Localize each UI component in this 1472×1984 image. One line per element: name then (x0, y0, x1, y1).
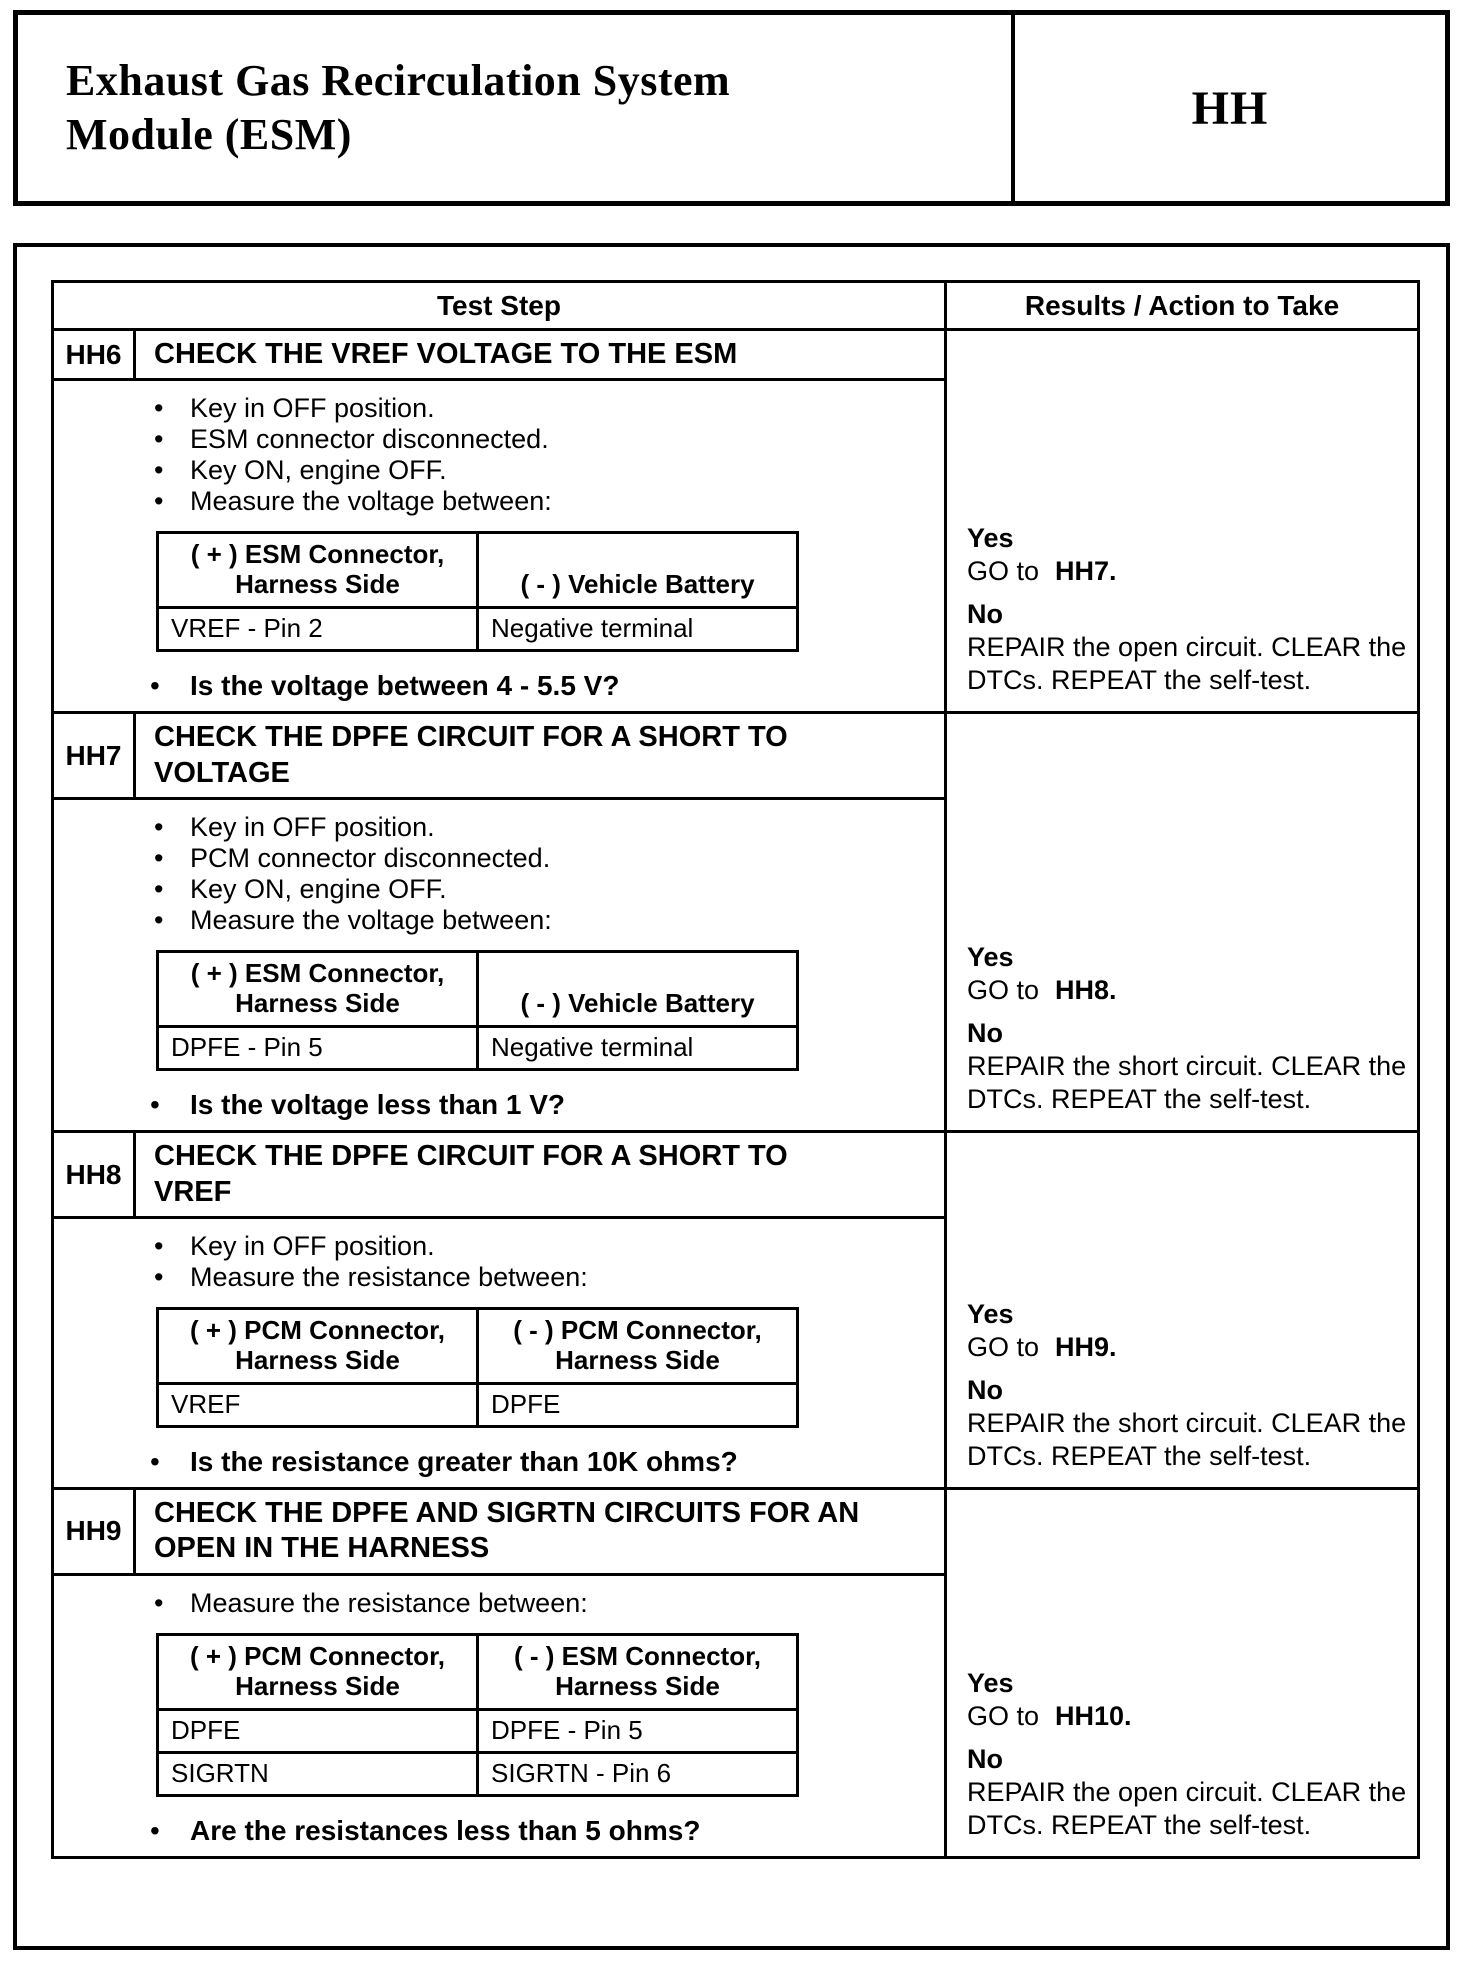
measure-table-positive-header: ( + ) ESM Connector, Harness Side (158, 533, 478, 608)
no-action: REPAIR the short circuit. CLEAR the DTCs. REPEAT the self-test. (967, 1407, 1407, 1471)
bullet-icon: • (154, 874, 164, 905)
measure-table (156, 1307, 799, 1428)
bullet-icon: • (154, 843, 164, 874)
step-row-hh6 (53, 330, 1419, 713)
step-question: • Are the resistances less than 5 ohms? (150, 1814, 701, 1846)
step-row-hh8 (53, 1132, 1419, 1489)
yes-label: Yes (967, 1667, 1014, 1698)
bullet-icon: • (154, 905, 164, 936)
result-cell (946, 1488, 1419, 1857)
step-body (54, 800, 944, 1130)
instruction-bullet: • Key in OFF position. (154, 393, 435, 424)
step-body (54, 1219, 944, 1487)
result-cell (946, 1132, 1419, 1489)
bullet-icon: • (154, 1230, 164, 1261)
measure-table-row (158, 1709, 798, 1752)
goto-target: HH9. (1055, 1331, 1117, 1362)
instruction-bullet: • Key in OFF position. (154, 812, 435, 843)
step-id: HH9 (54, 1490, 136, 1573)
measure-table-cell: VREF - Pin 2 (158, 608, 478, 651)
page-header-title-cell (18, 15, 1015, 201)
step-cell (53, 1488, 946, 1857)
instruction-bullet: • Measure the resistance between: (154, 1587, 588, 1618)
measure-table-negative-header: ( - ) ESM Connector, Harness Side (478, 1634, 798, 1709)
step-row-hh9 (53, 1488, 1419, 1857)
measure-table (156, 1633, 799, 1797)
test-code: HH (1191, 81, 1269, 135)
step-cell (53, 1132, 946, 1489)
yes-action: GO to HH7. (967, 556, 1117, 587)
bullet-icon: • (154, 393, 164, 424)
measure-table-row (158, 1752, 798, 1795)
measure-table-cell: Negative terminal (478, 1027, 798, 1070)
bullet-icon: • (150, 1814, 160, 1846)
measure-table-positive-header: ( + ) ESM Connector, Harness Side (158, 952, 478, 1027)
measure-table-negative-header: ( - ) Vehicle Battery (478, 952, 798, 1027)
step-title: CHECK THE DPFE AND SIGRTN CIRCUITS FOR AN OPEN IN THE HARNESS (154, 1496, 860, 1565)
no-action: REPAIR the short circuit. CLEAR the DTCs. REPEAT the self-test. (967, 1051, 1407, 1115)
measure-table (156, 531, 799, 652)
page-title-line2: Module (ESM) (66, 110, 352, 159)
bullet-icon: • (154, 424, 164, 455)
step-cell (53, 713, 946, 1132)
yes-action: GO to HH10. (967, 1700, 1132, 1731)
step-question: • Is the voltage between 4 - 5.5 V? (150, 670, 620, 702)
bullet-icon: • (150, 1089, 160, 1121)
goto-target: HH10. (1055, 1700, 1132, 1731)
measure-table-negative-header: ( - ) Vehicle Battery (478, 533, 798, 608)
step-id: HH7 (54, 714, 136, 797)
measure-table-cell: SIGRTN (158, 1752, 478, 1795)
step-cell (53, 330, 946, 713)
step-id: HH8 (54, 1133, 136, 1216)
table-header-row (53, 282, 1419, 330)
page-header (13, 10, 1450, 206)
no-label: No (967, 1374, 1003, 1405)
step-id: HH6 (54, 331, 136, 378)
step-body (54, 1576, 944, 1856)
measure-table-cell: DPFE (478, 1383, 798, 1426)
instruction-bullet: • Key ON, engine OFF. (154, 455, 447, 486)
step-question: • Is the resistance greater than 10K ohms? (150, 1445, 738, 1477)
step-question: • Is the voltage less than 1 V? (150, 1089, 566, 1121)
step-title-band (54, 331, 944, 381)
instruction-bullet: • ESM connector disconnected. (154, 424, 549, 455)
bullet-icon: • (154, 455, 164, 486)
measure-table-negative-header: ( - ) PCM Connector, Harness Side (478, 1308, 798, 1383)
yes-action: GO to HH8. (967, 975, 1117, 1006)
instruction-bullet: • Key in OFF position. (154, 1230, 435, 1261)
page-title-line1: Exhaust Gas Recirculation System (66, 56, 731, 106)
results-column-header: Results / Action to Take (946, 282, 1419, 330)
no-label: No (967, 1018, 1003, 1049)
content-frame (13, 243, 1450, 1950)
measure-table-cell: DPFE - Pin 5 (478, 1709, 798, 1752)
measure-table-cell: DPFE - Pin 5 (158, 1027, 478, 1070)
bullet-icon: • (154, 812, 164, 843)
no-action: REPAIR the open circuit. CLEAR the DTCs. REPEAT the self-test. (967, 632, 1407, 696)
pinpoint-test-table (51, 280, 1420, 1859)
goto-target: HH8. (1055, 975, 1117, 1006)
yes-label: Yes (967, 1298, 1014, 1329)
step-title-band (54, 1490, 944, 1576)
instruction-bullet: • Measure the voltage between: (154, 486, 552, 517)
no-label: No (967, 599, 1003, 630)
bullet-icon: • (150, 670, 160, 702)
page-title (66, 54, 730, 161)
measure-table-cell: Negative terminal (478, 608, 798, 651)
step-title: CHECK THE DPFE CIRCUIT FOR A SHORT TO VREF (154, 1140, 788, 1208)
instruction-bullet: • Measure the voltage between: (154, 905, 552, 936)
bullet-icon: • (154, 1587, 164, 1618)
measure-table-cell: SIGRTN - Pin 6 (478, 1752, 798, 1795)
step-title: CHECK THE DPFE CIRCUIT FOR A SHORT TO VOLTAGE (154, 721, 788, 789)
no-action: REPAIR the open circuit. CLEAR the DTCs. REPEAT the self-test. (967, 1776, 1407, 1840)
step-title-band (54, 714, 944, 800)
measure-table-cell: DPFE (158, 1709, 478, 1752)
measure-table-row (158, 1027, 798, 1070)
step-title-band (54, 1133, 944, 1219)
test-step-column-header: Test Step (53, 282, 946, 330)
bullet-icon: • (150, 1445, 160, 1477)
measure-table-row (158, 608, 798, 651)
goto-target: HH7. (1055, 556, 1117, 587)
yes-label: Yes (967, 942, 1014, 973)
bullet-icon: • (154, 486, 164, 517)
yes-label: Yes (967, 523, 1014, 554)
measure-table-cell: VREF (158, 1383, 478, 1426)
step-title: CHECK THE VREF VOLTAGE TO THE ESM (154, 338, 738, 370)
no-label: No (967, 1743, 1003, 1774)
instruction-bullet: • PCM connector disconnected. (154, 843, 551, 874)
measure-table-row (158, 1383, 798, 1426)
step-row-hh7 (53, 713, 1419, 1132)
instruction-bullet: • Measure the resistance between: (154, 1261, 588, 1292)
measure-table-positive-header: ( + ) PCM Connector, Harness Side (158, 1634, 478, 1709)
measure-table (156, 950, 799, 1071)
measure-table-positive-header: ( + ) PCM Connector, Harness Side (158, 1308, 478, 1383)
instruction-bullet: • Key ON, engine OFF. (154, 874, 447, 905)
yes-action: GO to HH9. (967, 1331, 1117, 1362)
bullet-icon: • (154, 1261, 164, 1292)
step-body (54, 381, 944, 711)
result-cell (946, 713, 1419, 1132)
result-cell (946, 330, 1419, 713)
